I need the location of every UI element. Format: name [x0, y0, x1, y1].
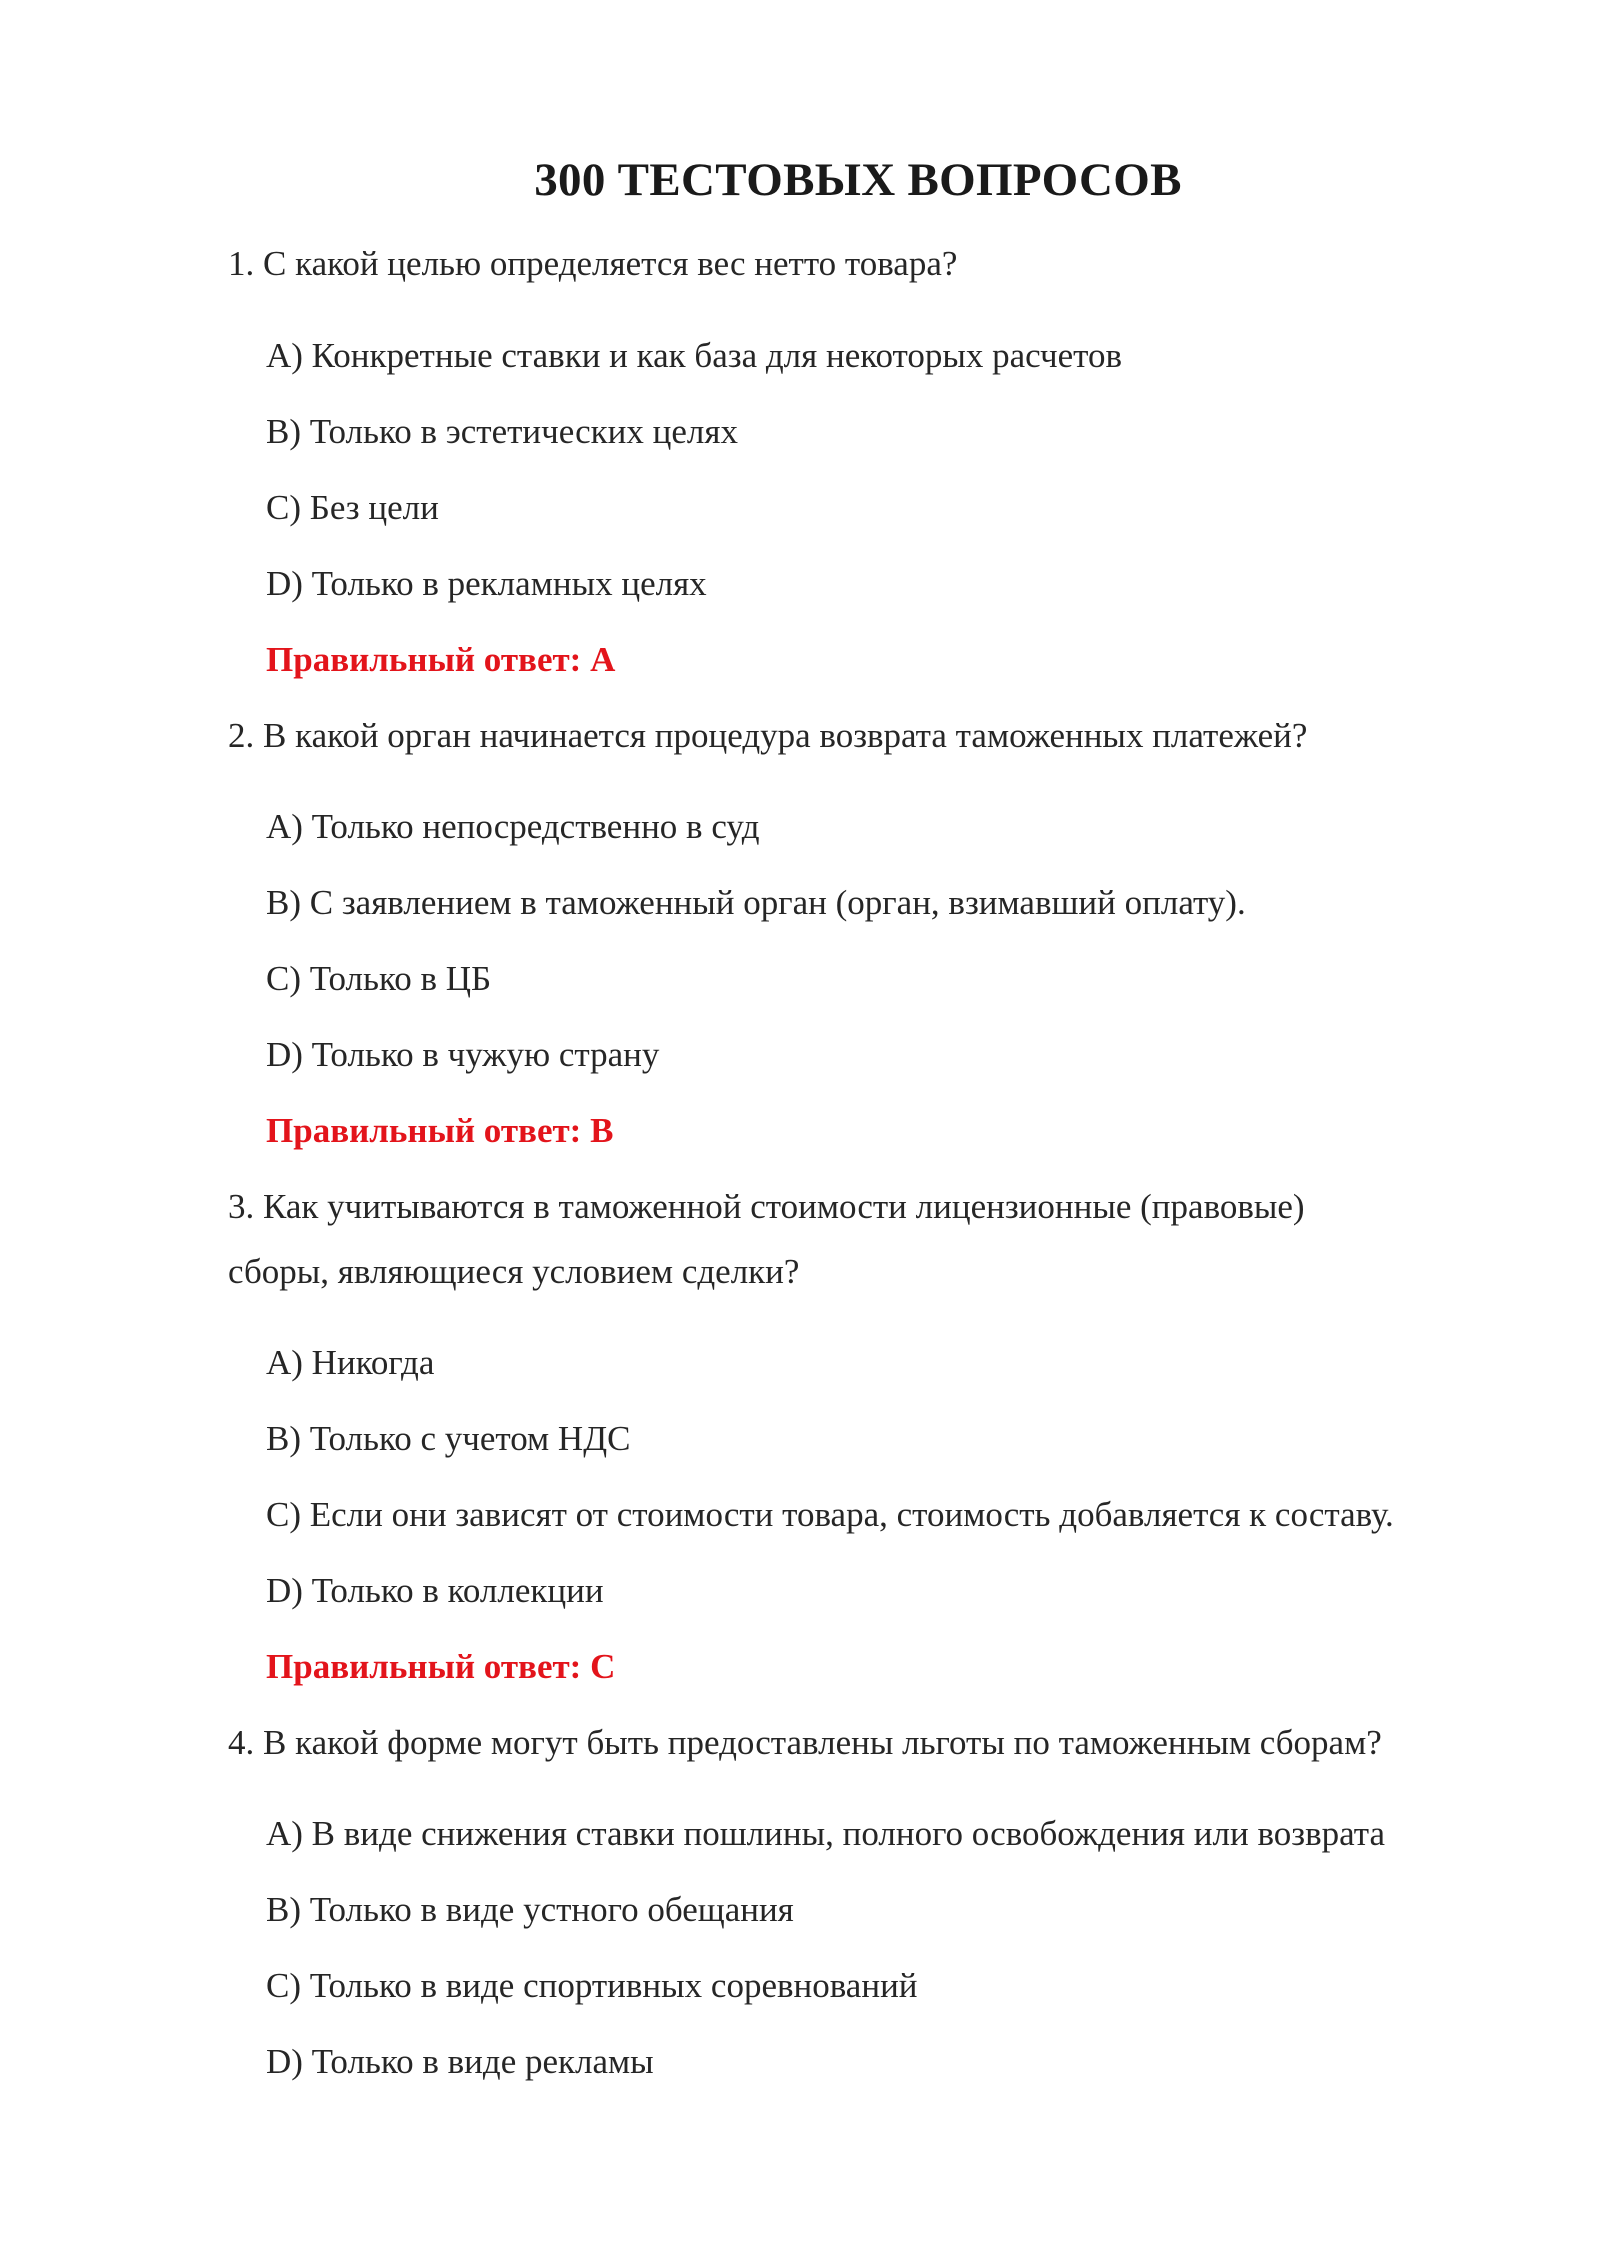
- question-4-option-d: D) Только в виде рекламы: [266, 2042, 654, 2081]
- question-3-option-d: D) Только в коллекции: [266, 1571, 604, 1610]
- question-2-answer: Правильный ответ: B: [266, 1111, 614, 1150]
- question-1-option-c: C) Без цели: [266, 488, 439, 527]
- question-4-option-b: B) Только в виде устного обещания: [266, 1890, 794, 1929]
- question-4-text: 4. В какой форме могут быть предоставлены льготы по таможенным сборам?: [228, 1723, 1382, 1762]
- question-1-text: 1. С какой целью определяется вес нетто товара?: [228, 244, 958, 283]
- question-3-text-line-2: сборы, являющиеся условием сделки?: [228, 1252, 800, 1291]
- question-2-text: 2. В какой орган начинается процедура возврата таможенных платежей?: [228, 716, 1308, 755]
- question-4-option-c: C) Только в виде спортивных соревнований: [266, 1966, 918, 2005]
- question-1-option-b: B) Только в эстетических целях: [266, 412, 738, 451]
- question-3-text-line-1: 3. Как учитываются в таможенной стоимости лицензионные (правовые): [228, 1187, 1305, 1226]
- question-3-option-b: B) Только с учетом НДС: [266, 1419, 631, 1458]
- question-2-option-d: D) Только в чужую страну: [266, 1035, 660, 1074]
- question-2-option-c: C) Только в ЦБ: [266, 959, 492, 998]
- question-3-answer: Правильный ответ: C: [266, 1647, 616, 1686]
- question-4-option-a: A) В виде снижения ставки пошлины, полного освобождения или возврата: [266, 1814, 1385, 1853]
- question-3-option-c: C) Если они зависят от стоимости товара, стоимость добавляется к составу.: [266, 1495, 1394, 1534]
- document-title: 300 ТЕСТОВЫХ ВОПРОСОВ: [534, 154, 1182, 206]
- question-2-option-a: A) Только непосредственно в суд: [266, 807, 760, 846]
- question-1-answer: Правильный ответ: A: [266, 640, 616, 679]
- question-1-option-d: D) Только в рекламных целях: [266, 564, 707, 603]
- question-1-option-a: A) Конкретные ставки и как база для некоторых расчетов: [266, 336, 1122, 375]
- question-2-option-b: B) С заявлением в таможенный орган (орган, взимавший оплату).: [266, 883, 1246, 922]
- question-3-option-a: A) Никогда: [266, 1343, 435, 1382]
